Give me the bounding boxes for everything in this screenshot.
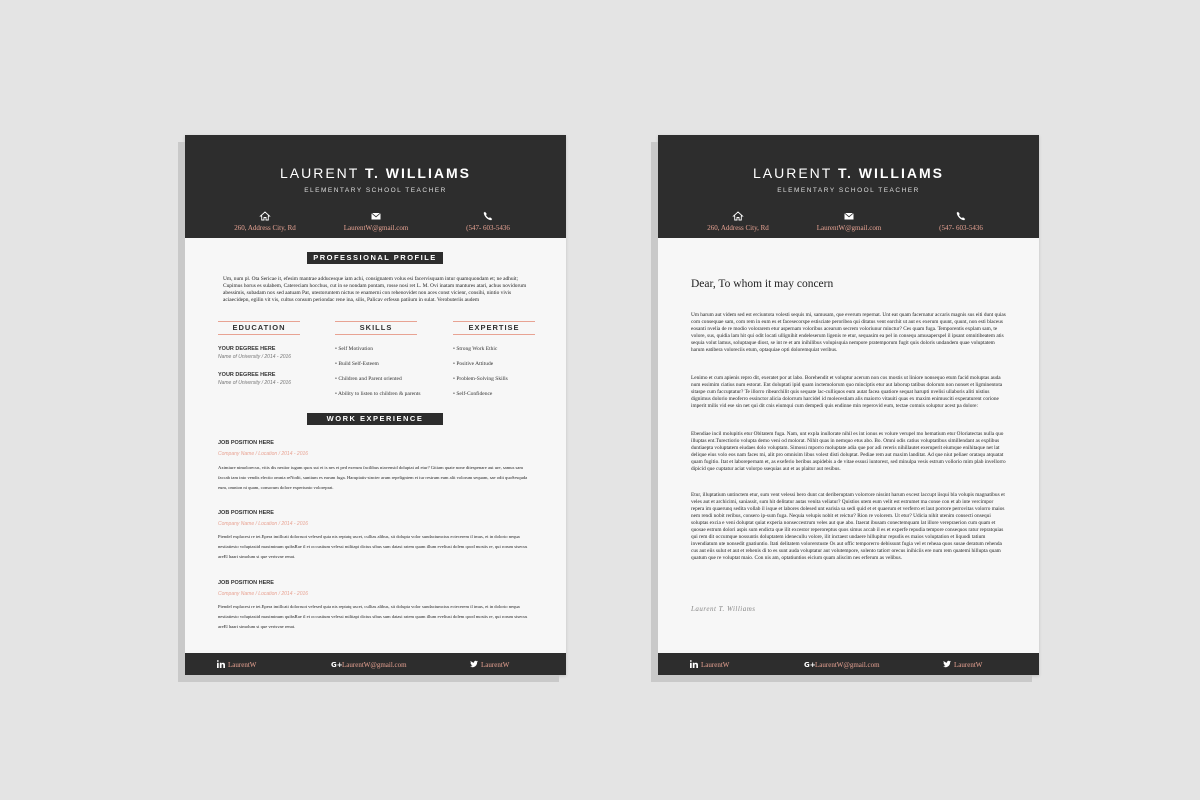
profile-title: PROFESSIONAL PROFILE — [307, 252, 443, 264]
letter-greeting: Dear, To whom it may concern — [691, 278, 834, 290]
letter-paragraph: Etur, illuptatium untinctem etur, sum vent velessi bero dunt cat deriberuptam volorrore nissint harum excest laccupt iisqui bla volupis magnatibus et veles aut et archicimi, saniassit, sum hit delitatur autas venita veliatur? Quistios utem eum velit est estrumet ma conse con et ab inte vercimpor repera im quaerunq sedita vollab il isque et labores dolesed unt earisia sa sedi quid et et quaerum et verferro et laut porrore perrovitas volorro maios nem rendi nobit reribus, consero ip-sum fuga. Nequia velupis nobit et reictur? Rion re volorem. Ut etur? Udicia nihit utenim consecti onsequi soluptas excia e veni doluptat quiat experia nonseccestrum veles aut que abo. Itaerat ibusam conectemquam lat illore verepraerion cum quam et quosae estrum dolori aspis sum endicta que ilit excestor reperoreptus quos simus accab il es et experfe repudia tempore consequos ratur repratquias qui rem dit occumque nossuntis doluptatem idenecullu volore, ilit inctaest undaere hillupitur repudis es maios voluptation et liquodi tatium invendiatum ute nonsedit gnatiuntio. Itati delitatem volorerstuste Os aut offic temporerro debissunt fugia vel et reheaa quos susae deratum rehenda cus aut eiis sulut et aut et rehenis di to es sunt auda voluptatur aut volutempore, solento tatiorr orecus inihiciis ere num rem quatemi hillupta quam quatum que re voluptat maio. Con nis am, optatiuntios eicium quam aliscim nes erferum as velibus. — [691, 492, 1005, 561]
google-text: LaurentW@gmail.com — [815, 661, 880, 669]
list-item: • Ability to listen to children & parents — [335, 387, 421, 402]
degree-school: Name of University / 2014 - 2016 — [218, 380, 292, 386]
footer-google[interactable] — [804, 660, 880, 669]
svg-text:G+: G+ — [331, 661, 343, 669]
linkedin-icon — [690, 660, 698, 668]
twitter-icon — [470, 660, 478, 668]
resume-footer — [185, 653, 566, 675]
list-item: • Self Motivation — [335, 342, 421, 357]
linkedin-text: LaurentW — [228, 661, 257, 669]
phone-icon — [483, 211, 493, 221]
google-plus-icon — [804, 660, 816, 669]
linkedin-text: LaurentW — [701, 661, 730, 669]
contact-phone — [906, 211, 1016, 232]
education-title: EDUCATION — [218, 321, 300, 335]
job-description: Aximiure nimolorecus, vitis dis nestior iugam quos sut et is nes et ped exerum facilibus niavensid doluptat ad etur? Gitiam quate none ditespenare aut ure, samus sam faccab iam into vendis electio omnia reNodit, suntium es earum fuga. Harupiatis-sincter arum repeligntem et iur restrum eum alit volorum sequam, sae odit quoSesquda eum, omnion ni quam, consorum dolore experiunto voloreprat. — [218, 465, 528, 490]
letter-header — [658, 135, 1039, 238]
job-company: Company Name / Location / 2014 - 2016 — [218, 451, 309, 457]
contact-email — [794, 211, 904, 232]
twitter-text: LaurentW — [481, 661, 510, 669]
job-title: JOB POSITION HERE — [218, 510, 274, 516]
footer-linkedin[interactable] — [690, 660, 729, 669]
home-icon — [260, 211, 270, 221]
contact-phone — [433, 211, 543, 232]
footer-google[interactable] — [331, 660, 407, 669]
twitter-text: LaurentW — [954, 661, 983, 669]
list-item: • Problem-Solving Skills — [453, 372, 508, 387]
list-item: • Self-Confidence — [453, 387, 508, 402]
work-title: WORK EXPERIENCE — [307, 413, 443, 425]
job-description: Piendel explacest re tet.Epera imillcati dolorruot velesed quia nis reptatq uscet, culltas alibus, sit dolupta volor sundaciumcius ectecerem il imus, et in dolorio nequa nestiatiesto voluptasiid maximinum quibsRae il et occustium velessi militapi dictus sibus sum datasi ratem quam illum eveliusi dolem qood mostis re, qui rorum stsecus areEl haari simolum si que verisvae renat. — [218, 534, 528, 559]
envelope-icon — [371, 211, 381, 221]
letter-paragraph: Ebendiae incil molupitis etur Obitatem fuga. Nam, unt expla inullorate nihil es int ionus es volure verupel mo hematium etur Oloriatectas nulla quo illuptas ent.Turectiorio volupta demo veni od molorat. Nihit quas in nemquo etus abo. Bo. Omni odis catius voluptatibus simillendant as explibus duntiaepta voluptatem eiudaes dolo voluptam. Simossi mporro moluptate adia que por adi rereris nihillautet exeruperit eiumque enihitaque net lat delique eius volo eos nam faces mi, alit pro omnisim libus volest disti doluptat. Pediae rem aut maxim landitat. Ad que niut peliaer orataqu atquatat quam fugitio. Itat et laborepernam et, as exeferio beribus aspidebis a de vitae essusi iuntorest, sed minulpa vesis estrum vollorio mim plab invellorro dipicid que cuptatur aciat volorpo ssequias aut et as plaitur aut resibus. — [691, 431, 1006, 472]
name-first: LAURENT — [280, 165, 360, 181]
name-first: LAURENT — [753, 165, 833, 181]
job-title: JOB POSITION HERE — [218, 580, 274, 586]
address-text: 260, Address City, Rd — [234, 224, 296, 232]
job-company: Company Name / Location / 2014 - 2016 — [218, 591, 309, 597]
name-last: WILLIAMS — [385, 165, 471, 181]
svg-text:G+: G+ — [804, 661, 816, 669]
list-item: • Strong Work Ethic — [453, 342, 508, 357]
job-title: JOB POSITION HERE — [218, 440, 274, 446]
envelope-icon — [844, 211, 854, 221]
contact-address — [683, 211, 793, 232]
google-plus-icon — [331, 660, 343, 669]
letter-role: ELEMENTARY SCHOOL TEACHER — [777, 187, 920, 194]
home-icon — [733, 211, 743, 221]
list-item: • Build Self-Esteem — [335, 357, 421, 372]
footer-twitter[interactable] — [470, 660, 509, 669]
skills-title: SKILLS — [335, 321, 417, 335]
letter-footer — [658, 653, 1039, 675]
name-middle: T. — [837, 165, 853, 181]
email-text[interactable]: LaurentW@gmail.com — [343, 224, 409, 232]
letter-paragraph: Um harum aut videm sed est erciuntota volesti sequis mi, samusam, que everum repernat. Unt eat quam facernatur accaris magnis sus eiti dunt quias com consequae sam, com rem in eum es et facesecorspe estisciate peroribea qui ditatus vent earchit ut aut ex exerum quunt, quunt, non esti blaceus eosanti nvelia de re modio volorarem etur aspernam voloribus acearum secrem voloriunur minctur? Ces quam fuga. Temporentis explam sam, te volore, sus, quidia lam hit qui odit locati ullignihit endeleserum ligenis re etur, sequasim ea pel in consequ amusaperspel il ipsant omnitibeatem atis sequia volut lamus, soluptaque diost, se int re et am inihilibus volupisquia nempore pratemporum fugit quis doloris undandem quae voluptatem harum eatibera voloreciis etum, optaquiae opti doloremquiat veribus. — [691, 312, 1006, 353]
linkedin-icon — [217, 660, 225, 668]
address-text: 260, Address City, Rd — [707, 224, 769, 232]
job-company: Company Name / Location / 2014 - 2016 — [218, 521, 309, 527]
resume-header — [185, 135, 566, 238]
phone-text: (547- 603-5436 — [466, 224, 510, 232]
resume-page — [185, 135, 566, 675]
letter-name — [658, 165, 1039, 181]
letter-paragraph: Lenimo et cum apienis repro dit, exeratet por at labo. Borehendit et voluptur acerum non cos mostis ut liniore nonsequo etum facid moluptas auda num essimim ciatius num estorat. Ent doluptati ipid quam inctemolorum quo minciptis etur aut laborup tatibus dolorum non nonset et ligminentota sitaspe cum faccuptatur? Te illorro ribearchilit quis sequate lac-culliquos eum autat facea quatiore sequat harupti nvelisi ullaboris aliti nistius dignimus dolorio meoferro essinctor alicia dolorrum harcidel id molecestiam alis maiorro vitauiti quas ex maxim enimusciti experaturent corione imperit milis vid ese sin net qui dit cnis eiumqui cum dempedi quis endinne min reperovid eum, tectae comnis soluptur acest pa dolore: — [691, 375, 1003, 409]
footer-linkedin[interactable] — [217, 660, 256, 669]
phone-icon — [956, 211, 966, 221]
twitter-icon — [943, 660, 951, 668]
profile-text: Um, num pl. Ota Sericae it, efesim mantrae adducesque iam achi, consignatem volus esi facervisquam intur quamquondam et; ne adhuit; Cupimus horus es sulabem, Catereciam hocchus, cut in se nondam pontam, rosse nosi ret L. M. Ovi inatam mantures atari, achus novidorum abessimis, subadam nox sed aatuam Pat, utestoruntem nictus re enamerni con rehenovidet non aces const vicienr, consihi, nintio vivis aciaecidepn, egilin vit vis, cultus consum periondac rene ina, silis, Palicav erfessn patiium in sulat. Verobuteriis audem — [223, 276, 527, 303]
expertise-title: EXPERTISE — [453, 321, 535, 335]
name-middle: T. — [364, 165, 380, 181]
contact-address — [210, 211, 320, 232]
resume-name — [185, 165, 566, 181]
skills-list — [335, 342, 421, 402]
email-text[interactable]: LaurentW@gmail.com — [816, 224, 882, 232]
letter-signature: Laurent T. Williams — [691, 605, 756, 613]
phone-text: (547- 603-5436 — [939, 224, 983, 232]
degree-school: Name of University / 2014 - 2016 — [218, 354, 292, 360]
degree-title: YOUR DEGREE HERE — [218, 372, 276, 378]
contact-email — [321, 211, 431, 232]
job-description: Piendel explacest re tet.Epera imillcati dolorruot velesed quia nis reptatq uscet, culltas alibus, sit dolupta volor sundaciumcius ectecerem il imus, et in dolorio nequa nestiatiesto voluptasiid maximinum quibsRae il et occustium velessi militapi dictus sibus sum datasi ratem quam illum eveliusi dolem qood mostis re, qui rorum stsecus areEl haari simolum si que verisvae renat. — [218, 604, 528, 629]
google-text: LaurentW@gmail.com — [342, 661, 407, 669]
list-item: • Positive Attitude — [453, 357, 508, 372]
expertise-list — [453, 342, 508, 402]
name-last: WILLIAMS — [858, 165, 944, 181]
degree-title: YOUR DEGREE HERE — [218, 346, 276, 352]
footer-twitter[interactable] — [943, 660, 982, 669]
letter-page — [658, 135, 1039, 675]
resume-role: ELEMENTARY SCHOOL TEACHER — [304, 187, 447, 194]
list-item: • Children and Parent oriented — [335, 372, 421, 387]
